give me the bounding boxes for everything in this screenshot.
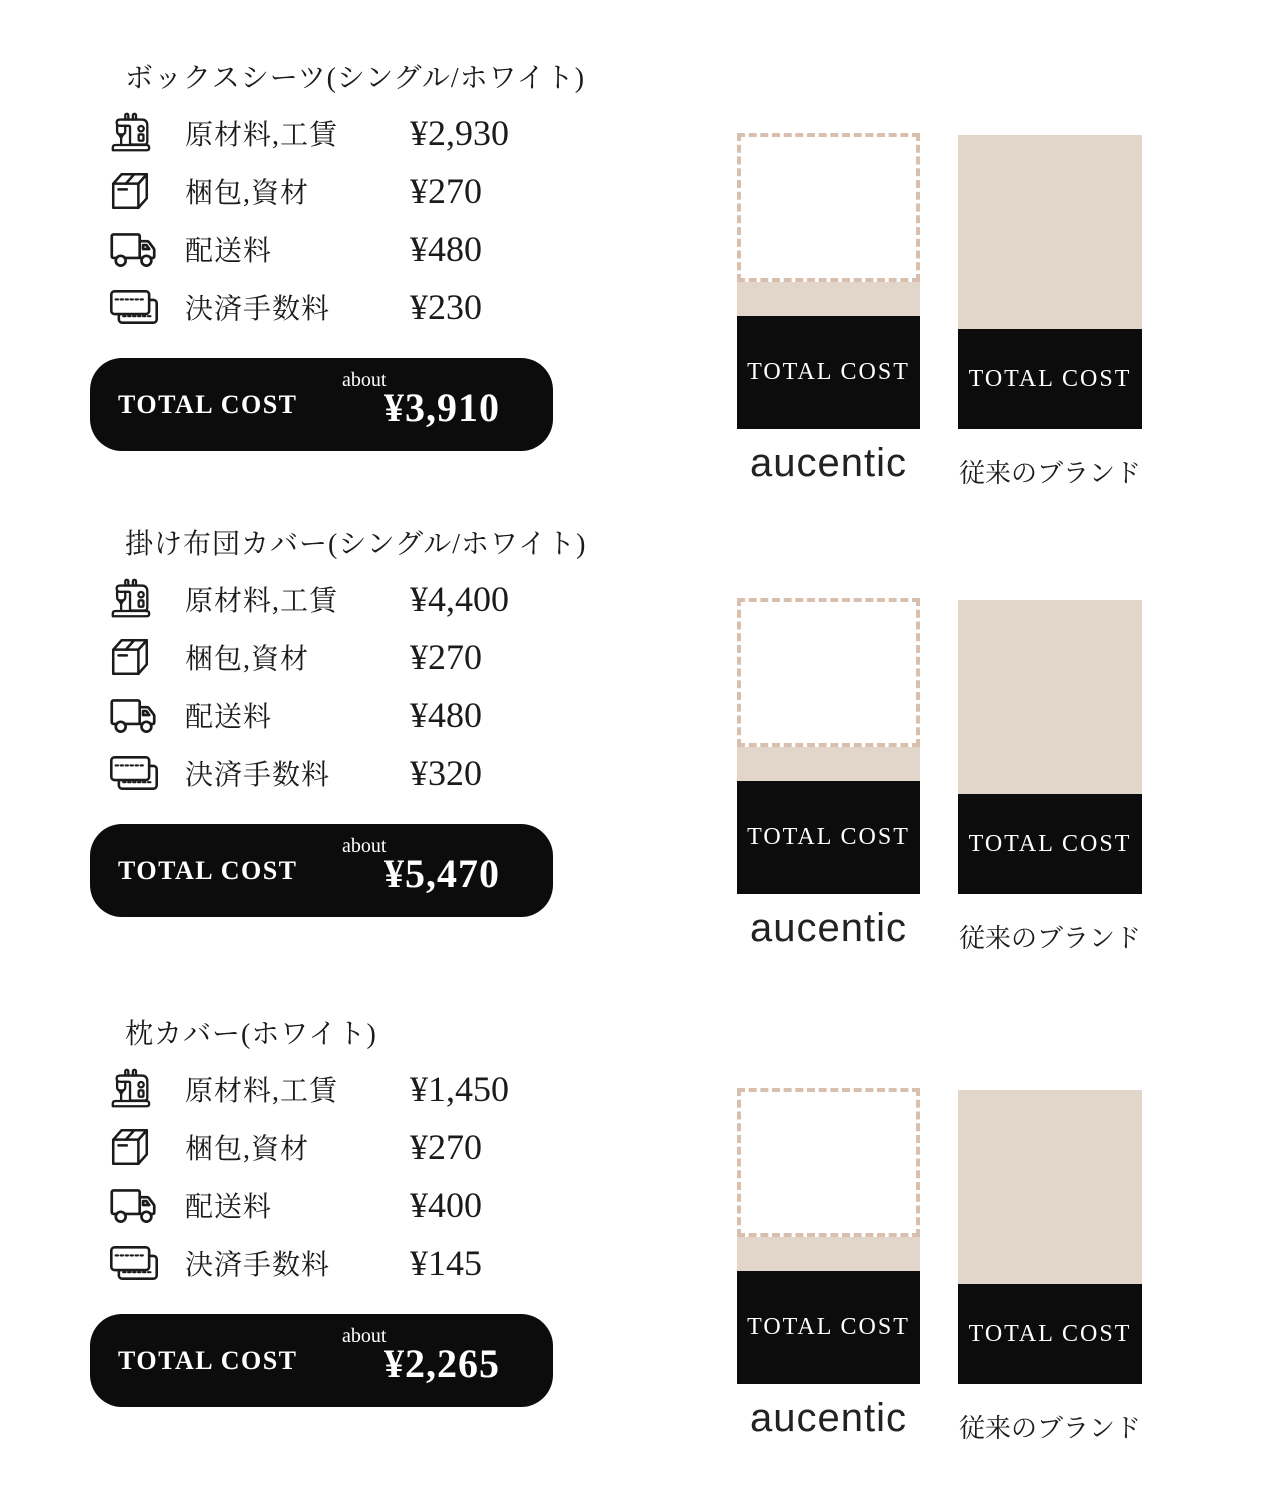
markup-block	[958, 1090, 1142, 1284]
section-box-sheets	[0, 56, 650, 516]
markup-block	[958, 600, 1142, 794]
cost-row	[108, 107, 648, 159]
cost-row-label: 配送料	[185, 1192, 273, 1223]
cost-row-label: 決済手数料	[185, 294, 331, 325]
cost-row	[108, 1063, 648, 1115]
aucentic-brand-label: aucentic	[750, 906, 907, 950]
sewing-machine-icon	[108, 1067, 185, 1111]
section-duvet-cover	[0, 522, 650, 982]
cost-row-value: ¥480	[410, 229, 482, 269]
conventional-brand-label: 従来のブランド	[958, 459, 1141, 488]
total-cost-amount: ¥5,470	[384, 851, 500, 896]
conventional-brand-label: 従来のブランド	[958, 1414, 1141, 1443]
cost-row-label: 原材料,工賃	[185, 586, 339, 617]
cost-row-label: 原材料,工賃	[185, 1076, 339, 1107]
sewing-machine-icon	[108, 111, 185, 155]
total-cost-amount: ¥2,265	[384, 1341, 500, 1386]
cost-row-value: ¥145	[410, 1243, 482, 1283]
credit-card-icon	[108, 1243, 185, 1283]
cost-row	[108, 1121, 648, 1173]
cost-row	[108, 1179, 648, 1231]
cost-row-value: ¥270	[410, 171, 482, 211]
total-cost-qualifier: about	[342, 1325, 387, 1347]
package-icon	[108, 637, 185, 677]
total-cost-qualifier: about	[342, 835, 387, 857]
small-cost-band	[737, 747, 920, 781]
comparison-chart-box-sheets	[737, 133, 1142, 493]
total-cost-amount: ¥3,910	[384, 385, 500, 430]
cost-row	[108, 281, 648, 333]
credit-card-icon	[108, 753, 185, 793]
aucentic-total-cost-block: TOTAL COST	[737, 316, 920, 429]
aucentic-bar	[737, 598, 920, 894]
cost-row	[108, 1237, 648, 1289]
cost-row-value: ¥4,400	[410, 579, 509, 619]
cost-row-value: ¥480	[410, 695, 482, 735]
credit-card-icon	[108, 287, 185, 327]
cost-row-label: 配送料	[185, 702, 273, 733]
conventional-bar	[958, 1090, 1142, 1384]
small-cost-band	[737, 1237, 920, 1271]
cost-row-label: 原材料,工賃	[185, 120, 339, 151]
conventional-total-cost-block: TOTAL COST	[958, 1284, 1142, 1384]
truck-icon	[108, 230, 185, 268]
cost-row	[108, 631, 648, 683]
section-title: ボックスシーツ(シングル/ホワイト)	[125, 63, 586, 94]
eliminated-markup-dashed-box	[737, 1088, 920, 1237]
cost-row-value: ¥230	[410, 287, 482, 327]
cost-row-value: ¥270	[410, 637, 482, 677]
aucentic-bar	[737, 1088, 920, 1384]
markup-block	[958, 135, 1142, 329]
cost-row-label: 梱包,資材	[185, 178, 310, 209]
package-icon	[108, 1127, 185, 1167]
total-cost-label: TOTAL COST	[118, 1345, 298, 1375]
cost-row-value: ¥320	[410, 753, 482, 793]
total-cost-pill	[90, 1314, 553, 1407]
conventional-total-cost-block: TOTAL COST	[958, 329, 1142, 429]
total-cost-pill	[90, 358, 553, 451]
aucentic-brand-label: aucentic	[750, 441, 907, 485]
cost-row-value: ¥270	[410, 1127, 482, 1167]
cost-row	[108, 573, 648, 625]
small-cost-band	[737, 282, 920, 316]
truck-icon	[108, 696, 185, 734]
total-cost-qualifier: about	[342, 369, 387, 391]
eliminated-markup-dashed-box	[737, 133, 920, 282]
conventional-total-cost-block: TOTAL COST	[958, 794, 1142, 894]
cost-row-label: 梱包,資材	[185, 1134, 310, 1165]
comparison-chart-duvet-cover	[737, 598, 1142, 958]
cost-row-label: 決済手数料	[185, 1250, 331, 1281]
comparison-chart-pillow-cover	[737, 1088, 1142, 1448]
conventional-bar	[958, 600, 1142, 894]
cost-row	[108, 689, 648, 741]
section-pillow-cover	[0, 1012, 650, 1472]
package-icon	[108, 171, 185, 211]
aucentic-brand-label: aucentic	[750, 1396, 907, 1440]
truck-icon	[108, 1186, 185, 1224]
cost-row-label: 配送料	[185, 236, 273, 267]
cost-row	[108, 223, 648, 275]
conventional-bar	[958, 135, 1142, 429]
cost-row-value: ¥400	[410, 1185, 482, 1225]
aucentic-bar	[737, 133, 920, 429]
cost-row-value: ¥1,450	[410, 1069, 509, 1109]
total-cost-label: TOTAL COST	[118, 855, 298, 885]
total-cost-pill	[90, 824, 553, 917]
total-cost-label: TOTAL COST	[118, 389, 298, 419]
cost-row	[108, 747, 648, 799]
aucentic-total-cost-block: TOTAL COST	[737, 1271, 920, 1384]
section-title: 掛け布団カバー(シングル/ホワイト)	[125, 529, 587, 560]
cost-row-label: 梱包,資材	[185, 644, 310, 675]
aucentic-total-cost-block: TOTAL COST	[737, 781, 920, 894]
sewing-machine-icon	[108, 577, 185, 621]
section-title: 枕カバー(ホワイト)	[125, 1019, 377, 1050]
conventional-brand-label: 従来のブランド	[958, 924, 1141, 953]
cost-row	[108, 165, 648, 217]
cost-row-value: ¥2,930	[410, 113, 509, 153]
eliminated-markup-dashed-box	[737, 598, 920, 747]
cost-row-label: 決済手数料	[185, 760, 331, 791]
